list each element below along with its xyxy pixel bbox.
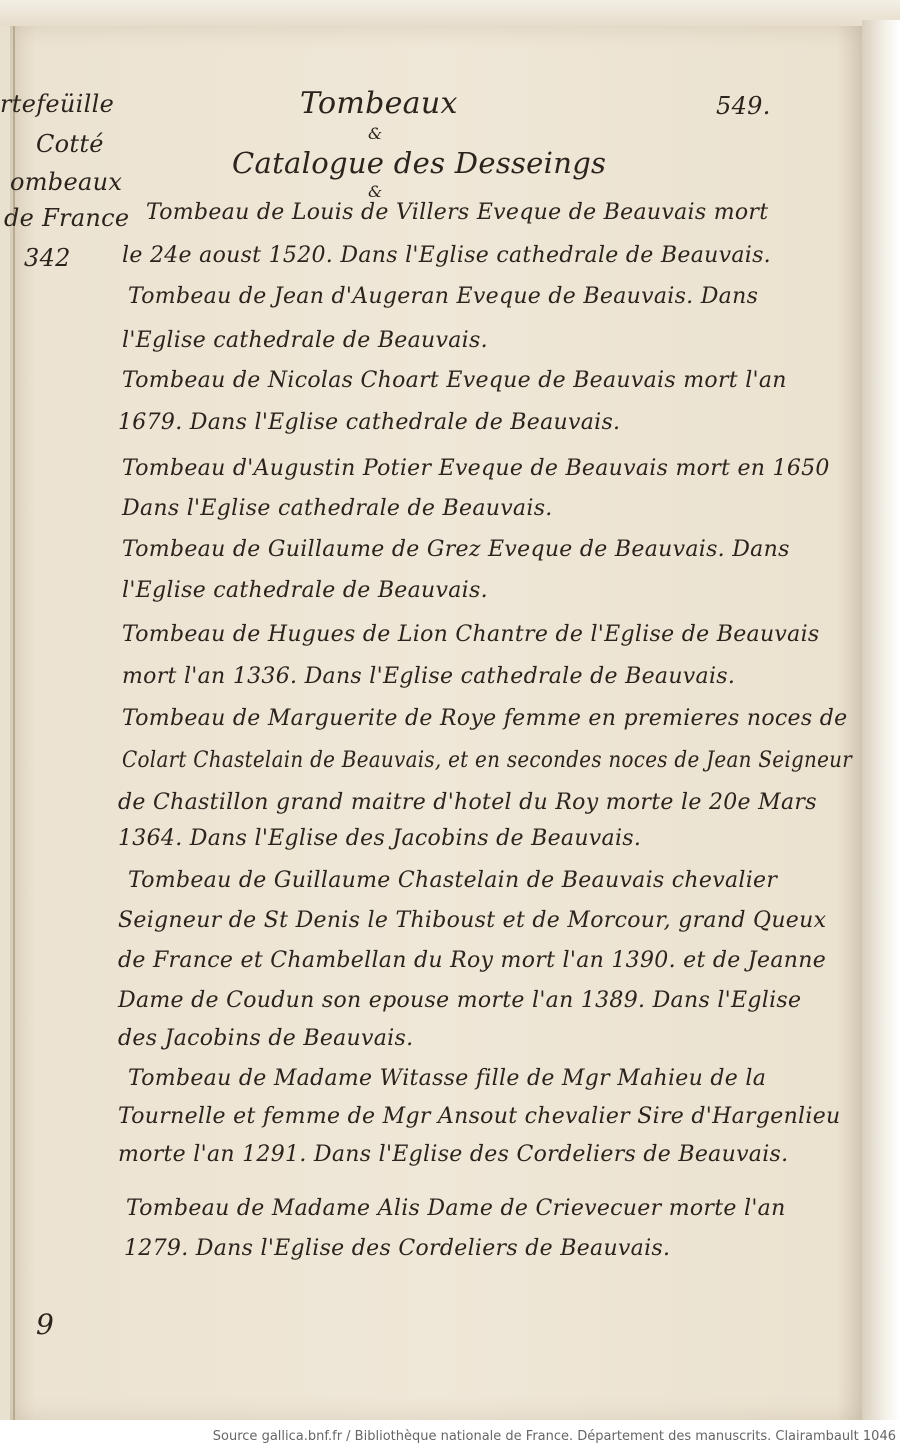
entry-line: Tombeau de Louis de Villers Eveque de Beauvais mort xyxy=(146,200,769,225)
folio-number: 549. xyxy=(716,92,771,120)
entry-line: Colart Chastelain de Beauvais, et en secondes noces de Jean Seigneur xyxy=(122,748,853,773)
entry-line: morte l'an 1291. Dans l'Eglise des Cordeliers de Beauvais. xyxy=(118,1142,789,1167)
corner-mark: 9 xyxy=(36,1308,55,1341)
margin-note-line: de France xyxy=(4,204,130,232)
margin-note-line: Cotté xyxy=(36,130,104,158)
entry-line: Tombeau de Madame Alis Dame de Crievecuer morte l'an xyxy=(126,1196,786,1221)
page-title: Tombeaux xyxy=(300,86,458,121)
entry-line: Dans l'Eglise cathedrale de Beauvais. xyxy=(122,496,553,521)
entry-line: 1364. Dans l'Eglise des Jacobins de Beauvais. xyxy=(118,826,642,851)
entry-line: Tombeau de Madame Witasse fille de Mgr Mahieu de la xyxy=(128,1066,767,1091)
entry-line: Tombeau de Hugues de Lion Chantre de l'Eglise de Beauvais xyxy=(122,622,820,647)
entry-line: des Jacobins de Beauvais. xyxy=(118,1026,414,1051)
entry-line: mort l'an 1336. Dans l'Eglise cathedrale de Beauvais. xyxy=(122,664,736,689)
page-subtitle: Catalogue des Desseings xyxy=(232,146,607,180)
entry-line: Seigneur de St Denis le Thiboust et de Morcour, grand Queux xyxy=(118,908,827,933)
entry-line: l'Eglise cathedrale de Beauvais. xyxy=(122,328,488,353)
ampersand: & xyxy=(368,182,383,201)
binding-gutter xyxy=(13,26,15,1420)
entry-line: Tombeau de Marguerite de Roye femme en premieres noces de xyxy=(122,706,848,731)
entry-line: Tombeau de Nicolas Choart Eveque de Beauvais mort l'an xyxy=(122,368,787,393)
entry-line: de Chastillon grand maitre d'hotel du Roy morte le 20e Mars xyxy=(118,790,817,815)
entry-line: Dame de Coudun son epouse morte l'an 1389. Dans l'Eglise xyxy=(118,988,802,1013)
ampersand: & xyxy=(368,124,383,143)
source-credit: Source gallica.bnf.fr / Bibliothèque nationale de France. Département des manuscrits. Clairambault 1046 xyxy=(212,1429,896,1444)
entry-line: de France et Chambellan du Roy mort l'an 1390. et de Jeanne xyxy=(118,948,827,973)
page-edge-top xyxy=(0,0,900,26)
entry-line: 1679. Dans l'Eglise cathedrale de Beauvais. xyxy=(118,410,621,435)
entry-line: Tombeau de Guillaume de Grez Eveque de Beauvais. Dans xyxy=(122,537,790,562)
margin-note-line: rtefeüille xyxy=(0,90,115,118)
margin-note-line: ombeaux xyxy=(10,168,123,196)
entry-line: Tombeau de Guillaume Chastelain de Beauvais chevalier xyxy=(128,868,778,893)
entry-line: le 24e aoust 1520. Dans l'Eglise cathedrale de Beauvais. xyxy=(122,243,771,268)
entry-line: Tombeau de Jean d'Augeran Eveque de Beauvais. Dans xyxy=(128,284,759,309)
entry-line: Tombeau d'Augustin Potier Eveque de Beauvais mort en 1650 xyxy=(122,456,830,481)
entry-line: 1279. Dans l'Eglise des Cordeliers de Beauvais. xyxy=(124,1236,671,1261)
entry-line: l'Eglise cathedrale de Beauvais. xyxy=(122,578,488,603)
page-edge-right xyxy=(862,20,900,1420)
margin-note-line: 342 xyxy=(24,244,71,272)
entry-line: Tournelle et femme de Mgr Ansout chevalier Sire d'Hargenlieu xyxy=(118,1104,841,1129)
